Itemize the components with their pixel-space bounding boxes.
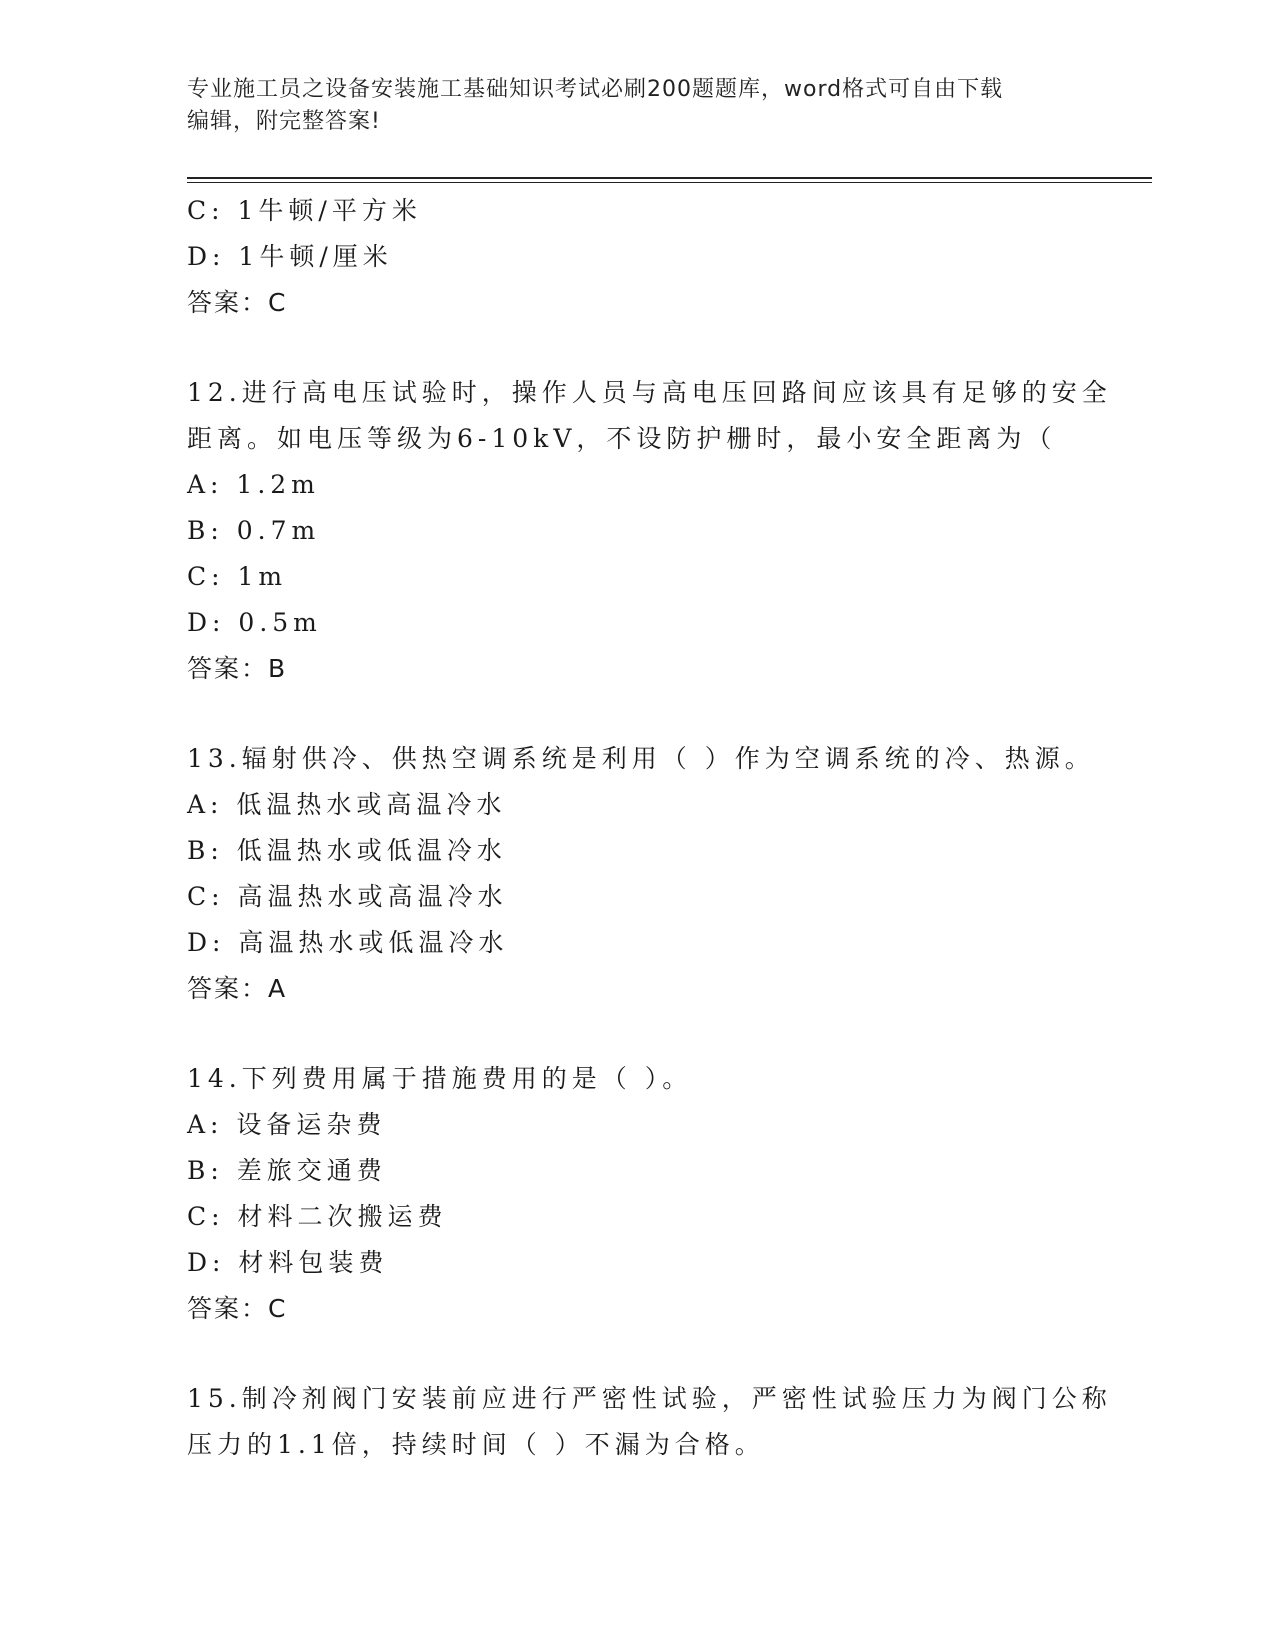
spacer bbox=[187, 326, 1087, 370]
spacer bbox=[187, 1332, 1087, 1376]
option-b: B: 差旅交通费 bbox=[187, 1156, 387, 1185]
document-content bbox=[187, 188, 1112, 1468]
answer-line: 答案：C bbox=[187, 288, 288, 317]
answer-line: 答案：A bbox=[187, 974, 288, 1003]
question-12 bbox=[187, 370, 1112, 692]
question-stem-line-2: 压力的1.1倍，持续时间（ ）不漏为合格。 bbox=[187, 1430, 765, 1459]
answer-line: 答案：C bbox=[187, 1294, 288, 1323]
question-13 bbox=[187, 736, 1095, 1012]
option-a: A: 设备运杂费 bbox=[187, 1110, 387, 1139]
option-d: D: 1牛顿/厘米 bbox=[187, 242, 393, 271]
option-b: B: 0.7m bbox=[187, 516, 321, 545]
header-divider-thick bbox=[187, 177, 1152, 179]
option-c: C: 1m bbox=[187, 562, 288, 591]
header-divider-thin bbox=[187, 182, 1152, 183]
answer-line: 答案：B bbox=[187, 654, 288, 683]
question-stem-line-1: 13.辐射供冷、供热空调系统是利用（ ）作为空调系统的冷、热源。 bbox=[187, 744, 1095, 773]
option-a: A: 低温热水或高温冷水 bbox=[187, 790, 507, 819]
option-d: D: 高温热水或低温冷水 bbox=[187, 928, 509, 957]
option-c: C: 高温热水或高温冷水 bbox=[187, 882, 508, 911]
header-line-1: 专业施工员之设备安装施工基础知识考试必刷200题题库，word格式可自由下载 bbox=[187, 77, 1004, 102]
option-d: D: 材料包装费 bbox=[187, 1248, 389, 1277]
spacer bbox=[187, 1012, 1087, 1056]
document-header bbox=[187, 74, 1067, 138]
question-stem-line-2: 距离。如电压等级为6-10kV，不设防护栅时，最小安全距离为（ bbox=[187, 424, 1057, 453]
option-c: C: 1牛顿/平方米 bbox=[187, 196, 422, 225]
question-stem-line-1: 14.下列费用属于措施费用的是（ ）。 bbox=[187, 1064, 693, 1093]
question-11-continuation bbox=[187, 188, 1087, 326]
spacer bbox=[187, 692, 1087, 736]
question-15 bbox=[187, 1376, 1112, 1468]
option-a: A: 1.2m bbox=[187, 470, 320, 499]
option-d: D: 0.5m bbox=[187, 608, 322, 637]
option-b: B: 低温热水或低温冷水 bbox=[187, 836, 507, 865]
question-stem-line-1: 12.进行高电压试验时，操作人员与高电压回路间应该具有足够的安全 bbox=[187, 378, 1112, 407]
question-14 bbox=[187, 1056, 1087, 1332]
header-line-2: 编辑，附完整答案! bbox=[187, 109, 381, 134]
option-c: C: 材料二次搬运费 bbox=[187, 1202, 448, 1231]
question-stem-line-1: 15.制冷剂阀门安装前应进行严密性试验，严密性试验压力为阀门公称 bbox=[187, 1384, 1112, 1413]
